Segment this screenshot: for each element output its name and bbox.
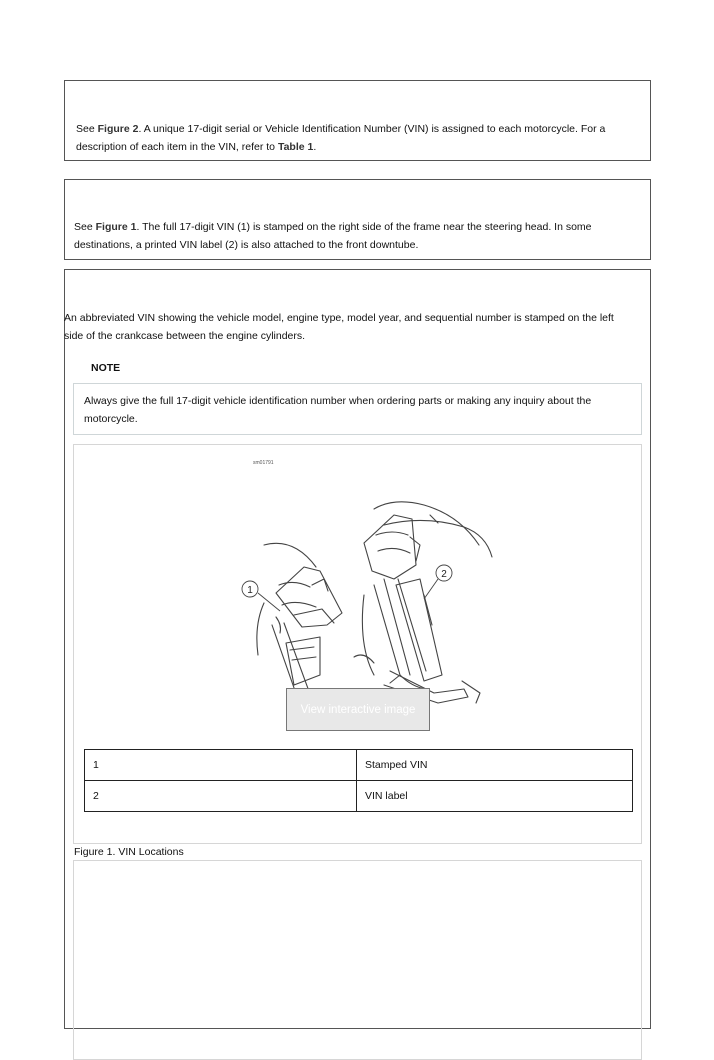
figure-caption: Figure 1. VIN Locations (74, 846, 184, 858)
table-1-link[interactable]: Table 1 (277, 141, 314, 153)
legend-num: 1 (85, 750, 357, 781)
section-1-text: See Figure 2. A unique 17-digit serial or Vehicle Identification Number (VIN) is assigned to each motorcycle. For a description of each item in the VIN, refer to Table 1. (76, 123, 606, 153)
callout-2: 2 (441, 569, 447, 580)
section-box-3 (64, 269, 651, 1029)
note-label: NOTE (91, 362, 121, 374)
note-text: Always give the full 17-digit vehicle identification number when ordering parts or making any inquiry about the motorcycle. (84, 395, 592, 425)
figure-2-link[interactable]: Figure 2 (97, 123, 139, 135)
figure-legend-table (84, 749, 633, 812)
section-box-1 (64, 80, 651, 161)
table-row (85, 750, 633, 781)
legend-label: VIN label (357, 781, 633, 812)
legend-label: Stamped VIN (357, 750, 633, 781)
vin-location-illustration (224, 475, 514, 705)
note-box (73, 383, 642, 435)
section-3-text: An abbreviated VIN showing the vehicle model, engine type, model year, and sequential number is stamped on the left side of the crankcase between the engine cylinders. (64, 312, 614, 342)
section-2-text: See Figure 1. The full 17-digit VIN (1) is stamped on the right side of the frame near the steering head. In some destinations, a printed VIN label (2) is also attached to the front downtube. (74, 221, 592, 251)
next-figure-frame (73, 860, 642, 1060)
legend-num: 2 (85, 781, 357, 812)
figure-frame (73, 444, 642, 844)
section-box-2 (64, 179, 651, 260)
figure-1-link[interactable]: Figure 1 (95, 221, 137, 233)
table-row (85, 781, 633, 812)
figure-image-id: sm01791 (253, 460, 274, 466)
view-interactive-image-button[interactable]: View interactive image (286, 688, 430, 731)
callout-1: 1 (247, 585, 253, 596)
